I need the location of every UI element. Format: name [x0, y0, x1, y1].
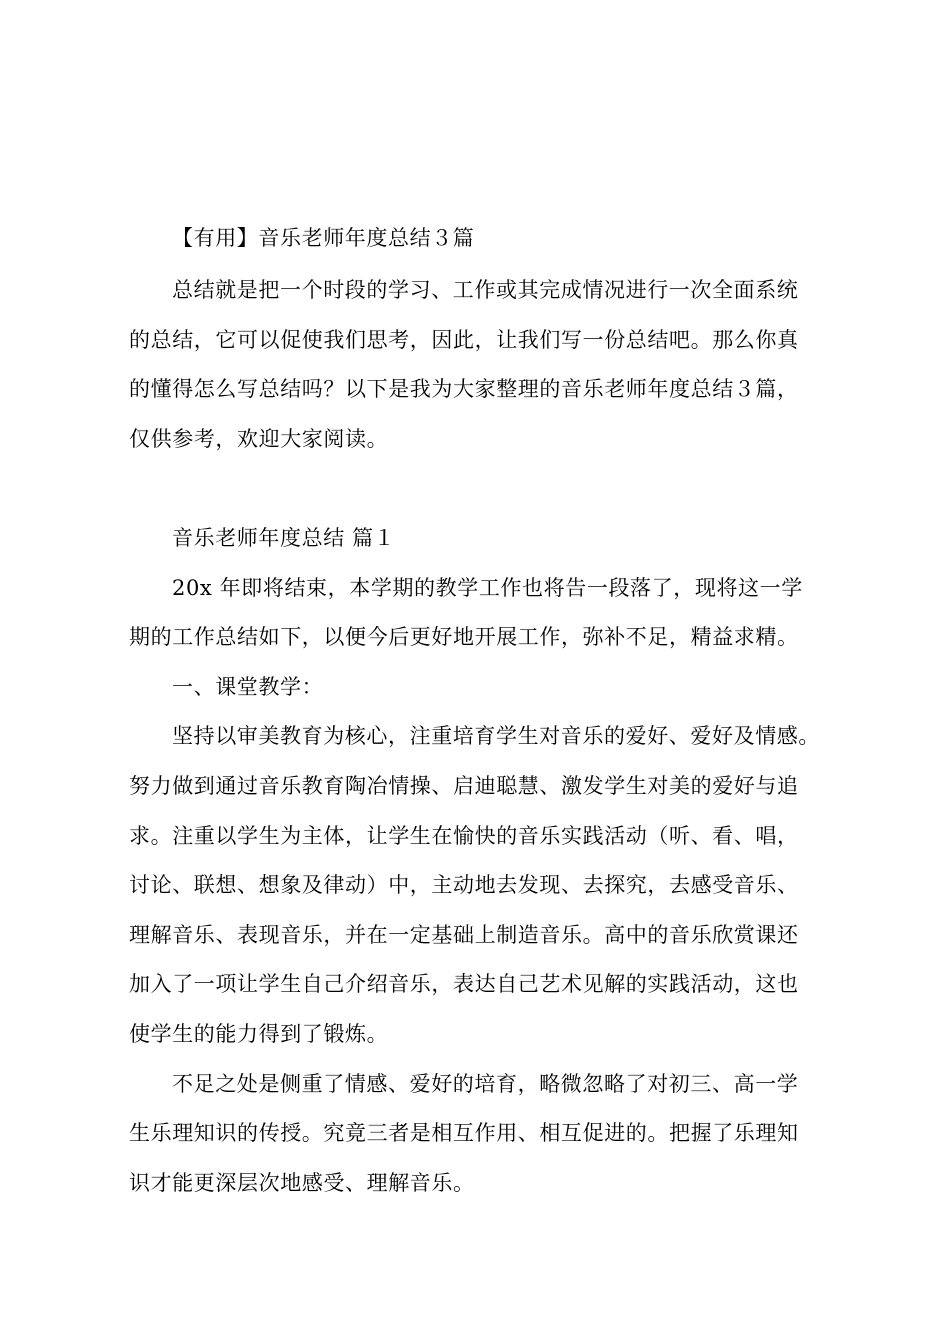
intro-line-1: 总结就是把一个时段的学习、工作或其完成情况进行一次全面系统: [172, 278, 799, 302]
intro-line-2: 的总结，它可以促使我们思考，因此，让我们写一份总结吧。那么你真: [129, 328, 799, 352]
intro-line-3: 的懂得怎么写总结吗？以下是我为大家整理的音乐老师年度总结３篇，: [129, 377, 799, 401]
paragraph2-line-3: 识才能更深层次地感受、理解音乐。: [129, 1171, 475, 1195]
paragraph1-line-3: 求。注重以学生为主体，让学生在愉快的音乐实践活动（听、看、唱，: [129, 824, 799, 848]
paragraph2-line-2: 生乐理知识的传授。究竟三者是相互作用、相互促进的。把握了乐理知: [129, 1121, 799, 1145]
opening-line-2: 期的工作总结如下，以便今后更好地开展工作，弥补不足，精益求精。: [129, 625, 799, 649]
paragraph2-line-1: 不足之处是侧重了情感、爱好的培育，略微忽略了对初三、高一学: [172, 1072, 799, 1096]
paragraph1-line-4: 讨论、联想、想象及律动）中，主动地去发现、去探究，去感受音乐、: [129, 873, 799, 897]
section-heading: 音乐老师年度总结 篇１: [172, 526, 396, 550]
document-title: 【有用】音乐老师年度总结３篇: [172, 226, 475, 250]
paragraph1-line-2: 努力做到通过音乐教育陶冶情操、启迪聪慧、激发学生对美的爱好与追: [129, 774, 799, 798]
opening-line-1: 20x 年即将结束，本学期的教学工作也将告一段落了，现将这一学: [172, 576, 803, 600]
paragraph1-line-5: 理解音乐、表现音乐，并在一定基础上制造音乐。高中的音乐欣赏课还: [129, 923, 799, 947]
paragraph1-line-1: 坚持以审美教育为核心，注重培育学生对音乐的爱好、爱好及情感。: [172, 724, 820, 748]
intro-line-4: 仅供参考，欢迎大家阅读。: [129, 427, 389, 451]
paragraph1-line-6: 加入了一项让学生自己介绍音乐，表达自己艺术见解的实践活动，这也: [129, 972, 799, 996]
subheading: 一、课堂教学：: [172, 675, 324, 699]
paragraph1-line-7: 使学生的能力得到了锻炼。: [129, 1022, 389, 1046]
